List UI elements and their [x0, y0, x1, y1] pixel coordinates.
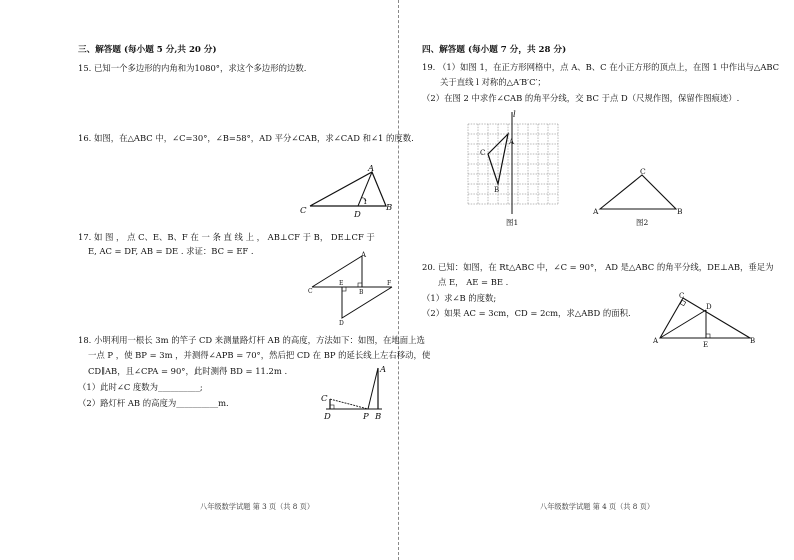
label-a: A [509, 138, 515, 146]
question-17-line-2: E, AC = DF, AB = DE . 求证：BC = EF . [88, 246, 254, 256]
label-c: C [480, 149, 486, 157]
label-a: A [653, 337, 659, 345]
label-c: C [640, 167, 646, 176]
label-c: C [679, 292, 685, 300]
question-18-line-1: 18. 小明利用一根长 3m 的竿子 CD 来测量路灯杆 AB 的高度，方法如下：如图，在地面上选 [78, 335, 425, 345]
section-heading-3: 三、解答题 (每小题 5 分,共 20 分) [78, 45, 217, 55]
question-17-line-1: 17. 如 图 ， 点 C、E、B、F 在 一 条 直 线 上 ， AB⊥CF 于 B， DE⊥CF 于 [78, 232, 375, 242]
label-c: C [321, 394, 328, 404]
label-d: D [324, 412, 331, 422]
label-b: B [359, 289, 364, 296]
figure-1-caption: 图1 [506, 218, 519, 227]
question-15: 15. 已知一个多边形的内角和为1080°，求这个多边形的边数. [78, 63, 307, 73]
question-19-line-1: 19. （1）如图 1，在正方形网格中，点 A、B、C 在小正方形的顶点上，在图 1 中作出与△ABC [422, 62, 780, 72]
label-angle-1: 1 [363, 198, 368, 206]
label-l: l [513, 110, 516, 120]
question-18-sub-1: （1）此时∠C 度数为__________; [78, 382, 203, 392]
figure-18-lamp-post [318, 362, 390, 424]
right-footer: 八年级数学试题 第 4 页（共 8 页） [540, 502, 655, 511]
question-19-line-3: （2）在图 2 中求作∠CAB 的角平分线，交 BC 于点 D（尺规作图，保留作图痕迹）. [422, 93, 740, 103]
question-20-line-1: 20. 已知：如图，在 Rt△ABC 中，∠C = 90°， AD 是△ABC 的角平分线，DE⊥AB，垂足为 [422, 262, 774, 272]
question-18-sub-2: （2）路灯杆 AB 的高度为__________m. [78, 398, 229, 408]
figure-2-caption: 图2 [636, 218, 649, 227]
label-b: B [677, 207, 683, 216]
question-20-sub-1: （1）求∠B 的度数; [422, 293, 497, 303]
figure-19-grid [464, 108, 564, 218]
label-a: A [368, 164, 375, 174]
label-a: A [361, 251, 367, 259]
label-e: E [339, 280, 344, 287]
question-20-line-2: 点 E， AE = BE . [438, 277, 509, 287]
figure-20-right-triangle [650, 288, 760, 350]
question-18-line-2: 一点 P ，使 BP = 3m ，并测得∠APB = 70°，然后把 CD 在 BP 的延长线上左右移动，使 [88, 350, 431, 360]
label-b: B [494, 186, 500, 194]
right-page [400, 0, 794, 560]
label-d: D [339, 320, 344, 326]
label-c: C [308, 288, 313, 295]
question-19-line-2: 关于直线 l 对称的△A′B′C′； [440, 77, 546, 87]
section-heading-4: 四、解答题 (每小题 7 分，共 28 分) [422, 45, 567, 55]
figure-17-triangles [306, 248, 396, 326]
label-a: A [380, 365, 387, 375]
label-b: B [386, 203, 393, 213]
question-16: 16. 如图，在△ABC 中，∠C=30°，∠B=58°，AD 平分∠CAB，求∠CAD 和∠1 的度数. [78, 133, 414, 143]
page-divider [398, 0, 399, 560]
label-p: P [363, 412, 369, 422]
figure-19-triangle [590, 165, 690, 217]
label-d: D [706, 303, 712, 311]
label-d: D [354, 210, 361, 220]
label-c: C [300, 206, 307, 216]
left-footer: 八年级数学试题 第 3 页（共 8 页） [200, 502, 315, 511]
question-18-line-3: CD∥AB，且∠CPA = 90°，此时测得 BD = 11.2m . [88, 366, 288, 376]
label-b: B [375, 412, 382, 422]
figure-16-triangle [296, 160, 396, 220]
label-e: E [703, 341, 709, 349]
label-f: F [387, 280, 392, 287]
label-b: B [750, 337, 756, 345]
label-a: A [593, 207, 599, 216]
question-20-sub-2: （2）如果 AC = 3cm，CD = 2cm，求△ABD 的面积. [422, 308, 631, 318]
